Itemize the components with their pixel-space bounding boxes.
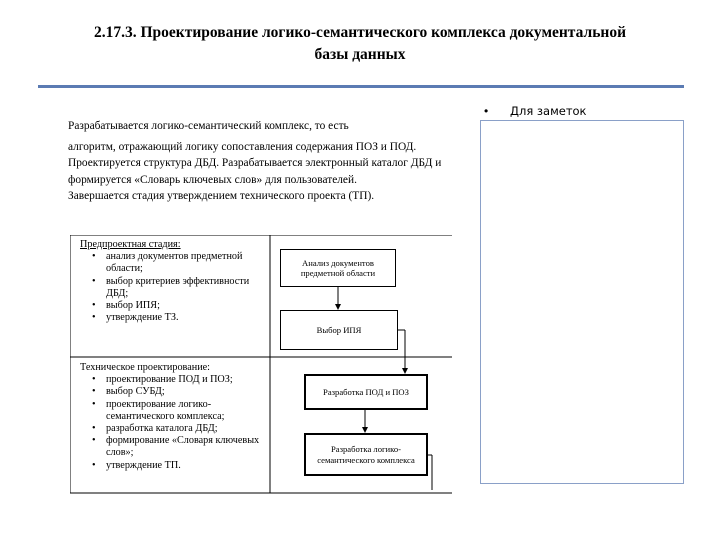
list-item: • выбор критериев эффективности ДБД; [80,276,268,300]
list-item: • разработка каталога ДБД; [80,423,268,435]
list-item: • формирование «Словаря ключевых слов»; [80,435,268,459]
notes-label: Для заметок [510,104,587,118]
title-line-2: базы данных [314,46,406,63]
paragraph-2: алгоритм, отражающий логику сопоставления содержания ПОЗ и ПОД. Проектируется структура ДБД. Разрабатывается электронный каталог ДБД и формируется «Словарь ключевых слов» для пользователей. [68,140,442,186]
stage-technical [80,362,268,472]
box-document-analysis: Анализ документов предметной области [280,249,396,287]
box-logic-semantic: Разработка логико-семантического комплекса [304,433,428,476]
stage-technical-title: Техническое проектирование: [80,362,211,373]
notes-bullet: • [484,104,489,118]
list-item: • проектирование логико-семантического комплекса; [80,399,268,423]
list-item: • утверждение ТЗ. [80,312,268,324]
stage-preproject [80,239,268,324]
list-item: • анализ документов предметной области; [80,251,268,275]
stage-preproject-title: Предпроектная стадия: [80,239,181,250]
box-pod-poz: Разработка ПОД и ПОЗ [304,374,428,410]
paragraph-3: Завершается стадия утверждением технического проекта (ТП). [68,190,375,202]
title-line-1: 2.17.3. Проектирование логико-семантического комплекса документальной [93,24,627,41]
list-item: • проектирование ПОД и ПОЗ; [80,374,268,386]
title-divider [38,85,684,88]
workflow-diagram [70,235,452,495]
page-title [30,22,690,66]
box-ipl-choice: Выбор ИПЯ [280,310,398,350]
notes-box[interactable] [480,120,684,484]
paragraph-1: Разрабатывается логико-семантический комплекс, то есть [68,120,349,132]
body-text [68,118,463,205]
list-item: • выбор ИПЯ; [80,300,268,312]
list-item: • утверждение ТП. [80,460,268,472]
list-item: • выбор СУБД; [80,386,268,398]
